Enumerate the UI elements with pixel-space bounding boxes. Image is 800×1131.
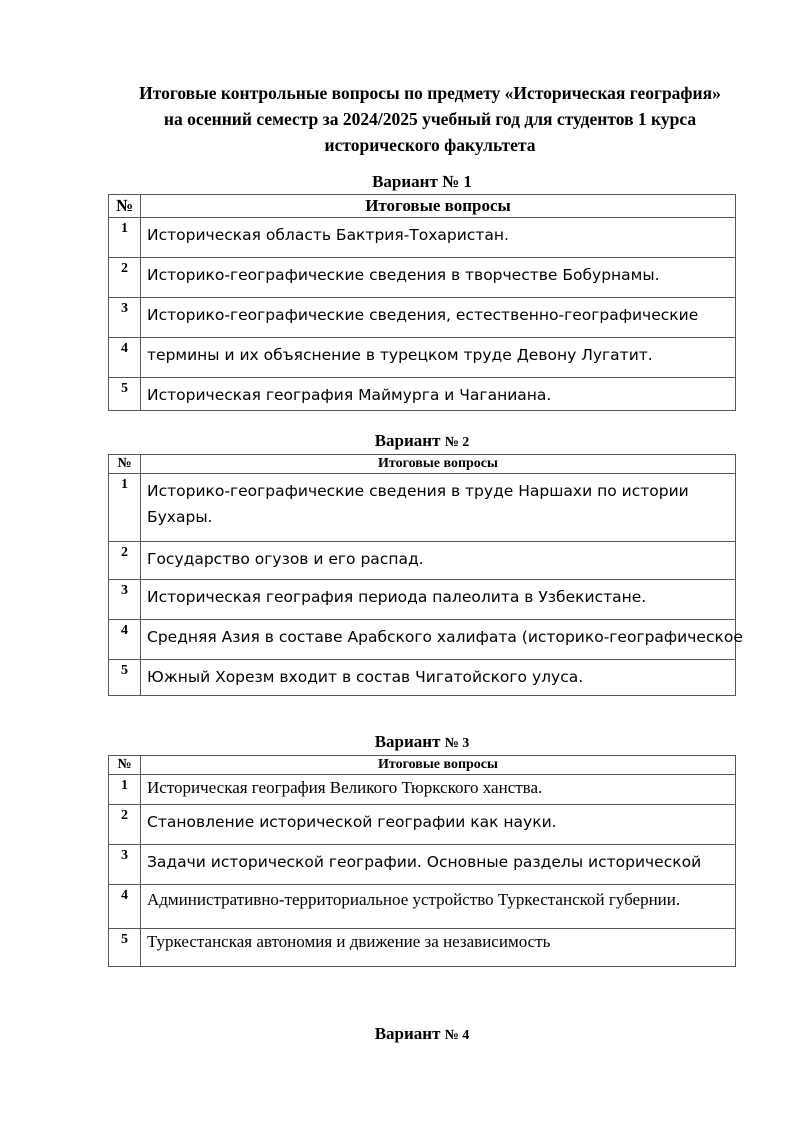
variant-3-table [108, 755, 736, 967]
col-questions-header: Итоговые вопросы [141, 455, 736, 474]
table-header-row [109, 455, 736, 474]
question-text: Историко-географические сведения в труде Наршахи по истории Бухары. [141, 474, 736, 542]
question-number: 3 [109, 298, 141, 338]
question-number: 1 [109, 474, 141, 542]
variant-1-table [108, 194, 736, 411]
table-row [109, 258, 736, 298]
table-row [109, 775, 736, 805]
question-text: Историческая география Великого Тюркского ханства. [141, 775, 736, 805]
question-number: 4 [109, 620, 141, 660]
question-number: 4 [109, 885, 141, 929]
title-line-2: на осенний семестр за 2024/2025 учебный год для студентов 1 курса [163, 109, 697, 129]
table-header-row [109, 756, 736, 775]
col-number-header: № [109, 195, 141, 218]
table-row [109, 542, 736, 580]
variant-3-number: № 3 [444, 736, 470, 751]
col-questions-header: Итоговые вопросы [141, 756, 736, 775]
table-row [109, 580, 736, 620]
col-questions-header: Итоговые вопросы [141, 195, 736, 218]
title-line-1: Итоговые контрольные вопросы по предмету «Историческая география» [139, 83, 721, 103]
variant-3-heading-word: Вариант [374, 732, 441, 751]
question-text: Государство огузов и его распад. [141, 542, 736, 580]
question-number: 3 [109, 845, 141, 885]
variant-2-number: № 2 [444, 435, 470, 450]
variant-2-heading [108, 431, 736, 451]
table-row [109, 474, 736, 542]
col-number-header: № [109, 756, 141, 775]
variant-1-heading [108, 172, 736, 192]
question-text: Средняя Азия в составе Арабского халифата (историко-географическое [141, 620, 736, 660]
question-number: 3 [109, 580, 141, 620]
table-row [109, 660, 736, 696]
question-text: Туркестанская автономия и движение за независимость [141, 929, 736, 967]
question-text: Историческая география периода палеолита в Узбекистане. [141, 580, 736, 620]
question-number: 5 [109, 660, 141, 696]
table-header-row [109, 195, 736, 218]
question-number: 1 [109, 218, 141, 258]
variant-1-number: № 1 [442, 172, 472, 191]
question-text: Историко-географические сведения, естественно-географические [141, 298, 736, 338]
table-row [109, 885, 736, 929]
question-text: Административно-территориальное устройство Туркестанской губернии. [141, 885, 736, 929]
col-number-header: № [109, 455, 141, 474]
variant-1-heading-word: Вариант [372, 172, 438, 191]
table-row [109, 298, 736, 338]
question-number: 1 [109, 775, 141, 805]
table-row [109, 805, 736, 845]
document-title [100, 80, 760, 158]
question-number: 5 [109, 929, 141, 967]
question-text: Историческая область Бактрия-Тохаристан. [141, 218, 736, 258]
table-row [109, 929, 736, 967]
question-text: Южный Хорезм входит в состав Чигатойского улуса. [141, 660, 736, 696]
variant-4-number: № 4 [444, 1028, 470, 1043]
variant-2-heading-word: Вариант [374, 431, 441, 450]
table-row [109, 338, 736, 378]
title-line-3: исторического факультета [324, 135, 536, 155]
question-text: Становление исторической географии как науки. [141, 805, 736, 845]
question-number: 2 [109, 258, 141, 298]
variant-4-heading [108, 1024, 736, 1044]
variant-2-table [108, 454, 743, 696]
question-text: Задачи исторической географии. Основные разделы исторической [141, 845, 736, 885]
question-text: Историко-географические сведения в творчестве Бобурнамы. [141, 258, 736, 298]
variant-3-heading [108, 732, 736, 752]
question-text: термины и их объяснение в турецком труде Девону Лугатит. [141, 338, 736, 378]
question-number: 2 [109, 805, 141, 845]
table-row [109, 620, 736, 660]
question-number: 4 [109, 338, 141, 378]
table-row [109, 845, 736, 885]
question-text: Историческая география Маймурга и Чаганиана. [141, 378, 736, 411]
variant-4-heading-word: Вариант [374, 1024, 441, 1043]
table-row [109, 378, 736, 411]
question-number: 2 [109, 542, 141, 580]
question-number: 5 [109, 378, 141, 411]
table-row [109, 218, 736, 258]
